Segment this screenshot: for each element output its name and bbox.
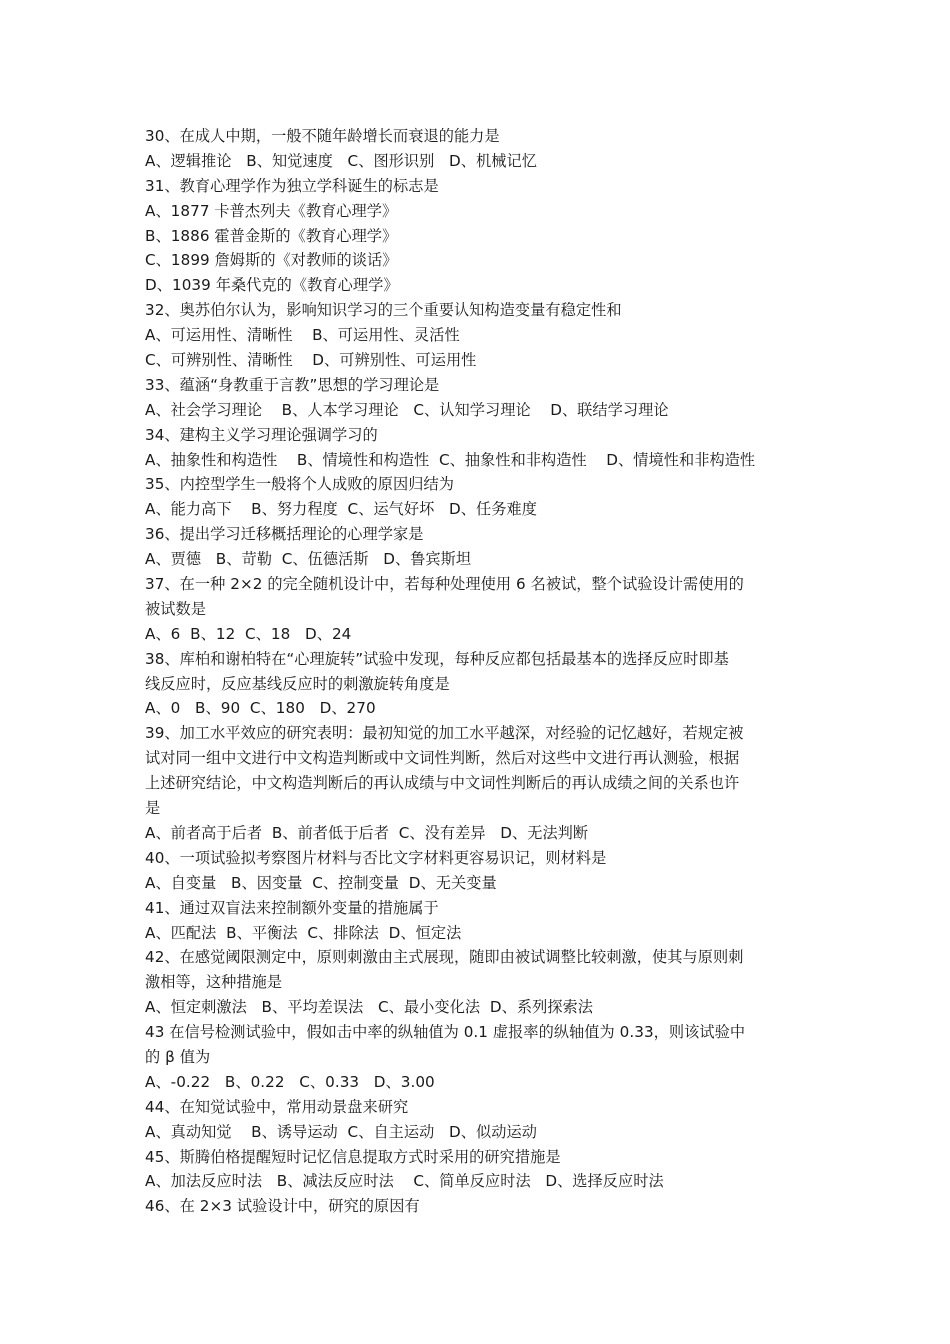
q43-options: A、-0.22 B、0.22 C、0.33 D、3.00 (145, 1072, 435, 1091)
q41-options: A、匹配法 B、平衡法 C、排除法 D、恒定法 (145, 923, 462, 942)
q43-text-line1: 43 在信号检测试验中，假如击中率的纵轴值为 0.1 虚报率的纵轴值为 0.33，则该试验中 (145, 1023, 746, 1042)
q42-text-line2: 激相等，这种措施是 (145, 973, 283, 992)
q37-text-line1: 37、在一种 2×2 的完全随机设计中，若每种处理使用 6 名被试，整个试验设计需使用的 (145, 575, 744, 594)
q31-option-d: D、1039 年桑代克的《教育心理学》 (145, 276, 399, 295)
q38-options: A、0 B、90 C、180 D、270 (145, 699, 376, 718)
q44-options: A、真动知觉 B、诱导运动 C、自主运动 D、似动运动 (145, 1122, 537, 1141)
q38-text-line2: 线反应时，反应基线反应时的刺激旋转角度是 (145, 674, 450, 693)
q39-text-line1: 39、加工水平效应的研究表明：最初知觉的加工水平越深，对经验的记忆越好，若规定被 (145, 724, 744, 743)
q34-text: 34、建构主义学习理论强调学习的 (145, 425, 378, 444)
q32-text: 32、奥苏伯尔认为，影响知识学习的三个重要认知构造变量有稳定性和 (145, 301, 622, 320)
q40-text: 40、一项试验拟考察图片材料与否比文字材料更容易识记，则材料是 (145, 848, 607, 867)
q42-options: A、恒定刺激法 B、平均差误法 C、最小变化法 D、系列探索法 (145, 998, 594, 1017)
q45-text: 45、斯腾伯格提醒短时记忆信息提取方式时采用的研究措施是 (145, 1147, 561, 1166)
q43-text-line2: 的 β 值为 (145, 1047, 211, 1066)
q36-options: A、贾德 B、苛勒 C、伍德活斯 D、鲁宾斯坦 (145, 550, 472, 569)
q33-options: A、社会学习理论 B、人本学习理论 C、认知学习理论 D、联结学习理论 (145, 400, 669, 419)
q41-text: 41、通过双盲法来控制额外变量的措施属于 (145, 898, 439, 917)
q32-options-ab: A、可运用性、清晰性 B、可运用性、灵活性 (145, 326, 460, 345)
q37-text-line2: 被试数是 (145, 599, 206, 618)
q38-text-line1: 38、库柏和谢柏特在“心理旋转”试验中发现，每种反应都包括最基本的选择反应时即基 (145, 649, 729, 668)
document-page (145, 124, 810, 1219)
q30-text: 30、在成人中期，一般不随年龄增长而衰退的能力是 (145, 127, 500, 145)
q42-text-line1: 42、在感觉阈限测定中，原则刺激由主式展现，随即由被试调整比较刺激，使其与原则刺 (145, 948, 744, 967)
q31-text: 31、教育心理学作为独立学科诞生的标志是 (145, 176, 439, 195)
q31-option-c: C、1899 詹姆斯的《对教师的谈话》 (145, 251, 398, 270)
q45-options: A、加法反应时法 B、减法反应时法 C、简单反应时法 D、选择反应时法 (145, 1172, 664, 1191)
q32-options-cd: C、可辨别性、清晰性 D、可辨别性、可运用性 (145, 351, 477, 370)
q37-options: A、6 B、12 C、18 D、24 (145, 624, 352, 643)
q33-text: 33、蕴涵“身教重于言教”思想的学习理论是 (145, 375, 440, 394)
q40-options: A、自变量 B、因变量 C、控制变量 D、无关变量 (145, 873, 497, 892)
q30-options: A、逻辑推论 B、知觉速度 C、图形识别 D、机械记忆 (145, 151, 537, 170)
q31-option-b: B、1886 霍普金斯的《教育心理学》 (145, 226, 398, 245)
q35-text: 35、内控型学生一般将个人成败的原因归结为 (145, 475, 454, 494)
q46-text: 46、在 2×3 试验设计中，研究的原因有 (145, 1197, 420, 1216)
q34-options: A、抽象性和构造性 B、情境性和构造性 C、抽象性和非构造性 D、情境性和非构造性 (145, 450, 756, 469)
q31-option-a: A、1877 卡普杰列夫《教育心理学》 (145, 201, 398, 220)
q35-options: A、能力高下 B、努力程度 C、运气好坏 D、任务难度 (145, 500, 537, 519)
q39-text-line3: 上述研究结论，中文构造判断后的再认成绩与中文词性判断后的再认成绩之间的关系也许 (145, 774, 740, 793)
q39-options: A、前者高于后者 B、前者低于后者 C、没有差异 D、无法判断 (145, 823, 589, 842)
q44-text: 44、在知觉试验中，常用动景盘来研究 (145, 1097, 409, 1116)
q39-text-line4: 是 (145, 799, 161, 818)
q36-text: 36、提出学习迁移概括理论的心理学家是 (145, 525, 424, 544)
q39-text-line2: 试对同一组中文进行中文构造判断或中文词性判断，然后对这些中文进行再认测验，根据 (145, 749, 740, 768)
